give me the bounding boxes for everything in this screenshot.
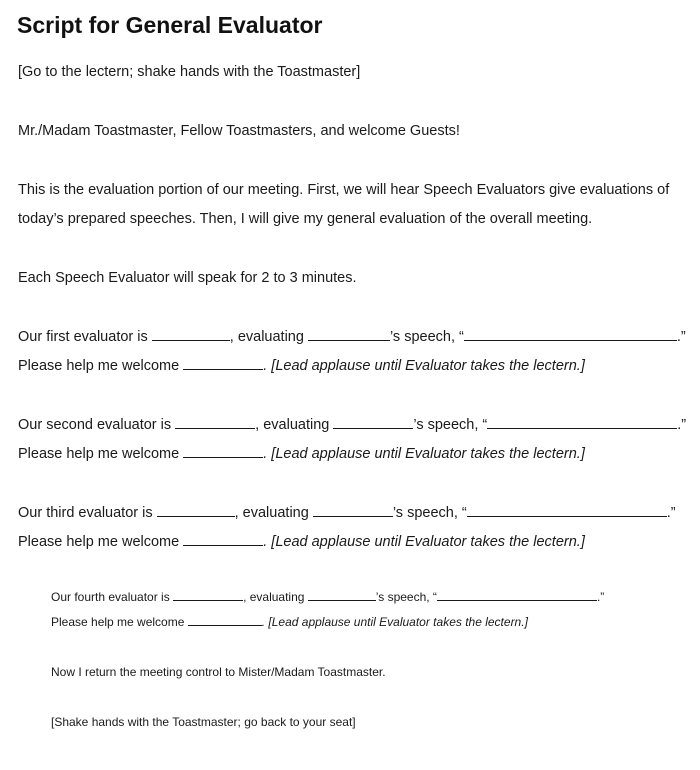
- evaluator-4-welcome: [51, 614, 528, 630]
- evaluator-3-welcome-text: Please help me welcome: [18, 534, 184, 550]
- evaluator-4-intro: [51, 589, 604, 605]
- evaluator-1-evaluating-text: , evaluating: [229, 329, 308, 345]
- page-title: Script for General Evaluator: [17, 12, 323, 38]
- evaluator-2-intro: [18, 415, 686, 435]
- evaluator-1-welcome: [18, 356, 585, 376]
- evaluator-3-intro: [18, 503, 676, 523]
- evaluator-2-welcome: [18, 444, 585, 464]
- evaluator-4-speaker-blank[interactable]: [308, 590, 376, 601]
- return-control-line: Now I return the meeting control to Mister/Madam Toastmaster.: [51, 665, 386, 679]
- time-note: Each Speech Evaluator will speak for 2 to 3 minutes.: [18, 270, 357, 286]
- evaluator-2-stage-direction: . [Lead applause until Evaluator takes the lectern.]: [263, 446, 585, 462]
- evaluator-4-stage-direction: . [Lead applause until Evaluator takes the lectern.]: [261, 615, 528, 629]
- evaluator-3-close-quote: .”: [666, 505, 676, 521]
- evaluator-3-speaker-blank[interactable]: [313, 504, 393, 517]
- evaluator-1-speaker-blank[interactable]: [308, 328, 390, 341]
- evaluator-2-title-blank[interactable]: [487, 416, 677, 429]
- evaluator-4-evaluating-text: , evaluating: [243, 590, 308, 604]
- evaluator-2-welcome-blank[interactable]: [183, 445, 263, 458]
- evaluator-4-welcome-blank[interactable]: [188, 615, 262, 626]
- evaluator-3-welcome: [18, 532, 585, 552]
- evaluator-2-speaker-blank[interactable]: [333, 416, 413, 429]
- evaluator-4-name-blank[interactable]: [173, 590, 243, 601]
- evaluator-4-title-blank[interactable]: [437, 590, 597, 601]
- evaluator-4-welcome-text: Please help me welcome: [51, 615, 188, 629]
- evaluator-2-name-blank[interactable]: [175, 416, 255, 429]
- evaluator-1-welcome-blank[interactable]: [183, 357, 263, 370]
- intro-line-1: This is the evaluation portion of our meeting. First, we will hear Speech Evaluators give evaluations of: [18, 182, 670, 198]
- stage-direction-close: [Shake hands with the Toastmaster; go back to your seat]: [51, 715, 356, 729]
- evaluator-1-stage-direction: . [Lead applause until Evaluator takes the lectern.]: [263, 358, 585, 374]
- evaluator-3-evaluating-text: , evaluating: [234, 505, 313, 521]
- evaluator-3-prefix: Our third evaluator is: [18, 505, 157, 521]
- evaluator-2-speech-text: ’s speech, “: [413, 417, 488, 433]
- evaluator-1-prefix: Our first evaluator is: [18, 329, 152, 345]
- evaluator-4-prefix: Our fourth evaluator is: [51, 590, 174, 604]
- evaluator-1-name-blank[interactable]: [152, 328, 230, 341]
- stage-direction-open: [Go to the lectern; shake hands with the Toastmaster]: [18, 64, 361, 80]
- greeting-line: Mr./Madam Toastmaster, Fellow Toastmasters, and welcome Guests!: [18, 123, 460, 139]
- intro-line-2: today’s prepared speeches. Then, I will give my general evaluation of the overall meeting.: [18, 211, 593, 227]
- evaluator-1-intro: [18, 327, 686, 347]
- evaluator-3-stage-direction: . [Lead applause until Evaluator takes the lectern.]: [263, 534, 585, 550]
- evaluator-1-welcome-text: Please help me welcome: [18, 358, 184, 374]
- evaluator-2-welcome-text: Please help me welcome: [18, 446, 184, 462]
- evaluator-2-evaluating-text: , evaluating: [255, 417, 334, 433]
- evaluator-1-speech-text: ’s speech, “: [389, 329, 464, 345]
- evaluator-2-prefix: Our second evaluator is: [18, 417, 176, 433]
- evaluator-1-close-quote: .”: [676, 329, 686, 345]
- evaluator-2-close-quote: .”: [677, 417, 687, 433]
- evaluator-3-name-blank[interactable]: [157, 504, 235, 517]
- evaluator-4-speech-text: ’s speech, “: [375, 590, 437, 604]
- evaluator-3-title-blank[interactable]: [467, 504, 667, 517]
- evaluator-3-speech-text: ’s speech, “: [392, 505, 467, 521]
- evaluator-3-welcome-blank[interactable]: [183, 533, 263, 546]
- evaluator-4-close-quote: .”: [596, 590, 605, 604]
- evaluator-1-title-blank[interactable]: [464, 328, 677, 341]
